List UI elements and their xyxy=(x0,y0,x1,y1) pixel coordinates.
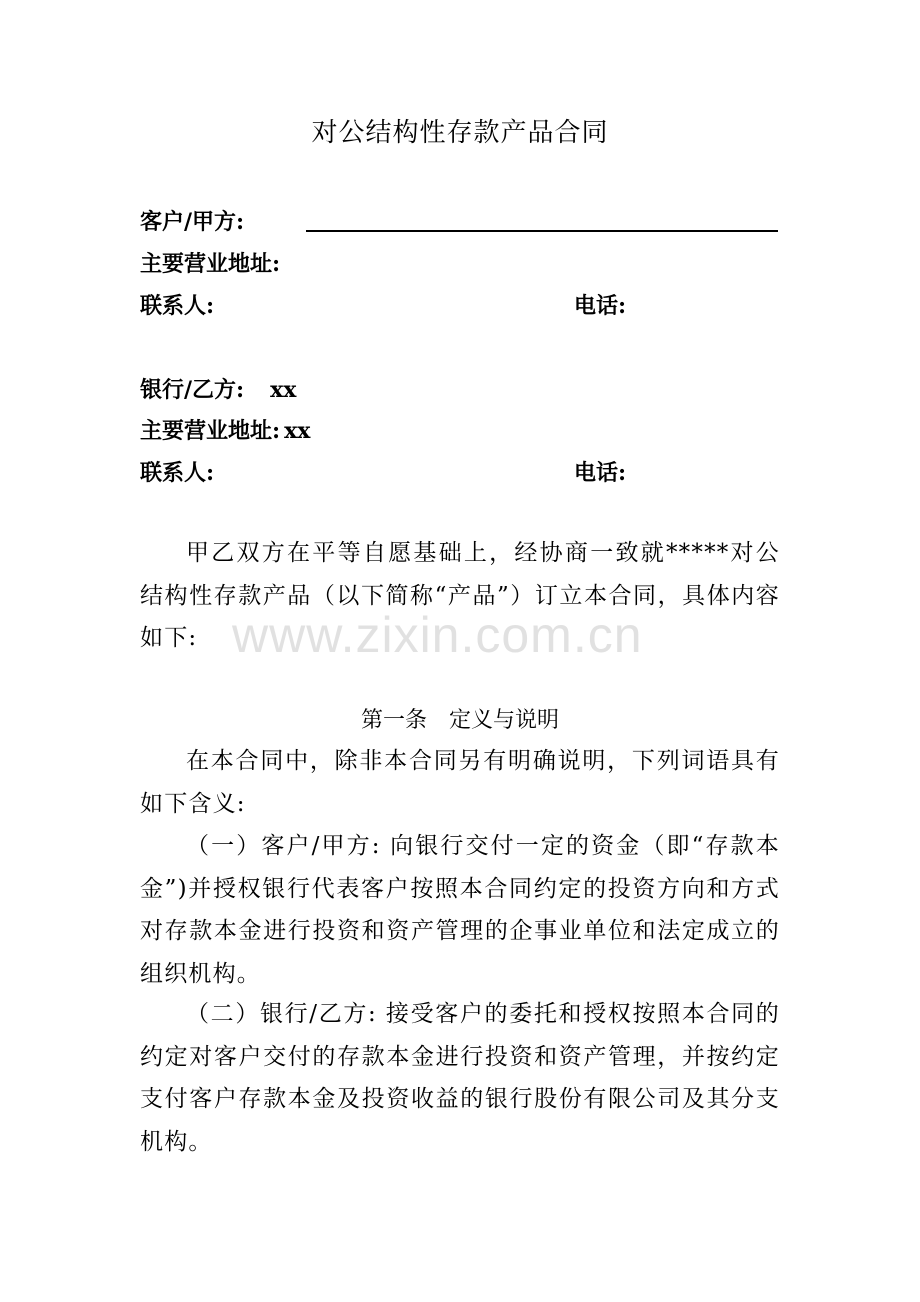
party-b-address-label: 主要营业地址: xyxy=(140,418,281,444)
party-a-contact-label: 联系人: xyxy=(140,293,215,319)
bank-party-b-value: xx xyxy=(270,377,297,403)
article-number: 第一条 xyxy=(360,708,427,733)
article-1-heading xyxy=(0,703,920,734)
party-b-phone-label: 电话: xyxy=(574,460,627,486)
party-b-contact-label: 联系人: xyxy=(140,460,215,486)
definition-item-1: （一）客户/甲方: 向银行交付一定的资金（即“存款本金”)并授权银行代表客户按照本合同约定的投资方向和方式对存款本金进行投资和资产管理的企事业单位和法定成立的组织机构。 xyxy=(140,833,780,987)
watermark-text: www.zixin.com.cn xyxy=(232,607,643,663)
party-b-address-field xyxy=(140,414,310,445)
article-1-lead-paragraph: 在本合同中，除非本合同另有明确说明，下列词语具有如下含义: xyxy=(140,748,780,817)
article-title: 定义与说明 xyxy=(449,708,560,733)
party-a-contact-field xyxy=(140,289,214,320)
client-party-a-field xyxy=(140,205,244,236)
party-a-address-field xyxy=(140,247,280,278)
client-party-a-label: 客户/甲方: xyxy=(140,209,245,235)
client-name-blank-line xyxy=(306,230,778,232)
bank-party-b-field xyxy=(140,373,296,404)
party-b-address-value: xx xyxy=(284,418,311,444)
bank-party-b-label: 银行/乙方: xyxy=(140,377,245,403)
definition-item-2: （二）银行/乙方: 接受客户的委托和授权按照本合同的约定对客户交付的存款本金进行投资和资产管理，并按约定支付客户存款本金及投资收益的银行股份有限公司及其分支机构。 xyxy=(140,1001,780,1155)
party-a-address-label: 主要营业地址: xyxy=(140,251,281,277)
document-title: 对公结构性存款产品合同 xyxy=(311,118,609,148)
intro-paragraph: 甲乙双方在平等自愿基础上，经协商一致就*****对公结构性存款产品（以下简称“产品”）订立本合同，具体内容如下: xyxy=(140,540,780,651)
party-a-phone-label: 电话: xyxy=(574,293,627,319)
party-b-contact-field xyxy=(140,456,214,487)
